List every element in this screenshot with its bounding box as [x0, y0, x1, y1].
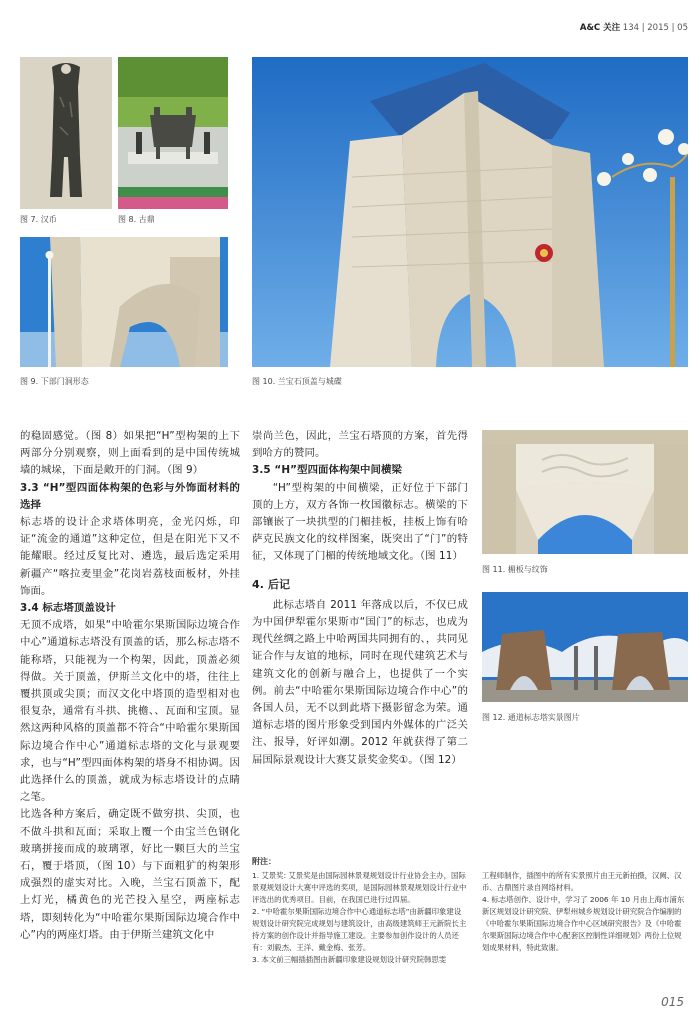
right-column	[252, 428, 468, 769]
journal-brand: A&C 关注	[579, 23, 621, 33]
paragraph: “H”型构架的中间横梁，正好位于下部门顶的上方，双方各饰一枚国徽标志。横梁的下部镶嵌了一块拱型的门楣挂板，挂板上饰有哈萨克民族文化的纹样图案，既突出了“门”的特征，又体现了门楣的传统地域文化。（图 11）	[252, 481, 468, 563]
running-header	[580, 21, 688, 33]
gate-arch-photo	[20, 237, 228, 367]
ding-photo	[118, 57, 228, 209]
figure-12-caption: 图 12. 通道标志塔实景图片	[482, 713, 580, 722]
footnote-1: 1. 艾景奖: 艾景奖是由国际园林景观规划设计行业协会主办，国际景观规划设计大赛中评选的奖项，是国际园林景观规划设计行业中评选出的优秀项目。目前，在我国已进行过四届。	[252, 871, 467, 904]
footnote-3: 3. 本文前三幅插插图由新疆印象建设规划设计研究院韩思雯	[252, 955, 447, 964]
footnotes-heading: 附注：	[252, 857, 276, 866]
lintel-photo	[482, 430, 688, 554]
paragraph: 的稳固感觉。（图 8）如果把“H”型构架的上下两部分分别观察，则上面看到的是中国传统城墙的城垛，下面是敞开的门洞。（图 9）	[20, 430, 240, 477]
figure-8-caption: 图 8. 古鼎	[118, 215, 155, 224]
footnotes-left	[252, 856, 468, 966]
coin-photo	[20, 57, 112, 209]
figure-10-caption: 图 10. 兰宝石顶盖与城碟	[252, 377, 342, 386]
paragraph: 无顶不成塔，如果“中哈霍尔果斯国际边境合作中心”通道标志塔没有顶盖的话，那么标志塔不能称塔，只能视为一个构架，因此，顶盖必须得做。关于顶盖，伊斯兰文化中的塔，往往上覆拱顶或尖顶；而汉文化中塔顶的造型相对也很复杂，通常有斗拱、挑檐、、瓦面和宝顶。显然这两种风格的顶盖都不符合“中哈霍尔果斯国际边境合作中心”通道标志塔的文化与景观要求，也与“H”型四面体构架的塔身不相协调。因此选择什么的顶盖，就成为标志塔设计的点睛之笔。	[20, 619, 240, 804]
figure-11-caption: 图 11. 楣板与纹饰	[482, 565, 548, 574]
page-number: 015	[661, 995, 684, 1009]
footnote-3-continued: 工程师制作，插图中的所有实景照片由王元新拍摄，汉阙、汉币、古鼎图片录自网络材料。	[482, 871, 682, 892]
twin-towers-photo	[482, 592, 688, 702]
issue-info: 134 | 2015 | 05	[622, 23, 688, 33]
footnote-4: 4. 标志塔创作、设计中，学习了 2006 年 10 月由上海市浦东新区规划设计研究院、伊犁州城乡规划设计研究院合作编制的《中哈霍尔果斯国际边境合作中心区域研究报告》及《中哈霍尔果斯国际边境合作中心配套区控制性详细规划》两份上位规划成果材料，特此致谢。	[482, 895, 685, 952]
section-heading-3-3: 3.3 “H”型四面体构架的色彩与外饰面材料的选择	[20, 481, 240, 511]
paragraph: 标志塔的设计企求塔体明亮，金光闪烁，印证“流金的通道”这种定位，但是在阳光下又不能耀眼。经过反复比对、遴选，最后选定采用新疆产“喀拉麦里金”花岗岩荔枝面板材，外挂饰面。	[20, 516, 240, 597]
paragraph: 崇尚兰色，因此，兰宝石塔顶的方案，首先得到哈方的赞同。	[252, 430, 468, 460]
left-column	[20, 428, 240, 944]
footnote-2: 2. “中哈霍尔果斯国际边境合作中心通道标志塔”由新疆印象建设规划设计研究院完成规划与建筑设计，由高级建筑师王元新院长主持方案的创作设计并指导施工建设。主要参加创作设计的人员还有：刘毅杰、王洋、戴金梅、张芳。	[252, 907, 467, 952]
paragraph: 此标志塔自 2011 年落成以后，不仅已成为中国伊犁霍尔果斯市“国门”的标志，也成为现代丝绸之路上中哈两国共同拥有的、，共同见证合作与友谊的地标，同时在现代建筑艺术与建筑文化的创新与融合上，也提供了一个实例。前去“中哈霍尔果斯国际边境合作中心”的各国人员，无不以到此塔下摄影留念为荣。通道标志塔的图片形象受到国内外媒体的广泛关注、报导，好评如潮。2012 年就获得了第二届国际景观设计大赛艾景奖金奖①。（图 12）	[252, 598, 468, 766]
paragraph: 比选各种方案后，确定既不做穷拱、尖顶，也不做斗拱和瓦面；采取上覆一个由宝兰色钢化玻璃拼接而成的玻璃罩，好比一颗巨大的兰宝石，覆于塔顶，（图 10）与下面粗犷的构架形成强烈的虚实对比。入晚，兰宝石顶盖下，配上灯光，橘黄色的光芒投入星空，两座标志塔，即刻转化为“中哈霍尔果斯国际边境合作中心”内的两座灯塔。由于伊斯兰建筑文化中	[20, 808, 240, 941]
figure-9-caption: 图 9. 下部门洞形态	[20, 377, 89, 386]
figure-7-caption: 图 7. 汉币	[20, 215, 57, 224]
section-heading-4: 4. 后记	[252, 577, 291, 591]
footnotes-right	[482, 870, 688, 954]
section-heading-3-5: 3.5 “H”型四面体构架中间横梁	[252, 464, 402, 477]
section-heading-3-4: 3.4 标志塔顶盖设计	[20, 602, 116, 615]
tower-photo	[252, 57, 688, 367]
